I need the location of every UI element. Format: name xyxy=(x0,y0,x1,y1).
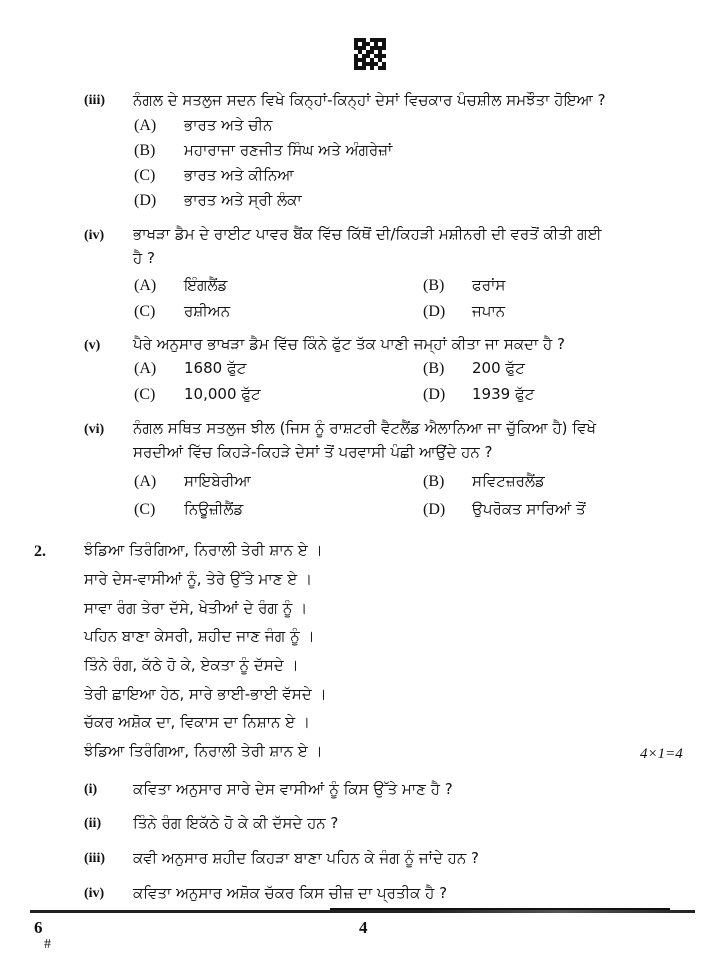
marks-scheme: 4×1=4 xyxy=(640,746,683,762)
question-text: ਨੰਗਲ ਸਥਿਤ ਸਤਲੁਜ ਝੀਲ (ਜਿਸ ਨੂੰ ਰਾਸ਼ਟਰੀ ਵੈਟਲੈਂਡ ਐਲਾਨਿਆ ਜਾ ਚੁੱਕਿਆ ਹੈ) ਵਿਖੇ xyxy=(133,419,597,437)
option-text: ਮਹਾਰਾਜਾ ਰਣਜੀਤ ਸਿੰਘ ਅਤੇ ਅੰਗਰੇਜ਼ਾਂ xyxy=(184,141,393,159)
option-text: ਜਪਾਨ xyxy=(472,302,506,320)
option-text: ਸਵਿਟਜ਼ਰਲੈਂਡ xyxy=(472,472,545,490)
subquestion-number: (iv) xyxy=(84,886,105,901)
option-label: (D) xyxy=(134,192,157,209)
subquestion-text: ਕਵਿਤਾ ਅਨੁਸਾਰ ਅਸ਼ੋਕ ਚੱਕਰ ਕਿਸ ਚੀਜ਼ ਦਾ ਪ੍ਰਤੀਕ ਹੈ ? xyxy=(133,884,448,902)
question-number: (iv) xyxy=(84,228,105,243)
question-text-cont: ਸਰਦੀਆਂ ਵਿੱਚ ਕਿਹੜੇ-ਕਿਹੜੇ ਦੇਸਾਂ ਤੋਂ ਪਰਵਾਸੀ ਪੰਛੀ ਆਉਂਦੇ ਹਨ ? xyxy=(133,443,493,461)
question-number: (vi) xyxy=(84,422,105,437)
option-label: (A) xyxy=(134,360,157,377)
question-number: (v) xyxy=(84,338,101,353)
option-text: ਭਾਰਤ ਅਤੇ ਕੀਨਿਆ xyxy=(184,166,294,184)
poem-line: ਚੱਕਰ ਅਸ਼ੋਕ ਦਾ, ਵਿਕਾਸ ਦਾ ਨਿਸ਼ਾਨ ਏ । xyxy=(84,713,311,731)
option-text: 10,000 ਫੁੱਟ xyxy=(184,385,261,403)
subquestion-number: (ii) xyxy=(84,816,102,831)
subquestion-text: ਕਵਿਤਾ ਅਨੁਸਾਰ ਸਾਰੇ ਦੇਸ ਵਾਸੀਆਂ ਨੂੰ ਕਿਸ ਉੱਤੇ ਮਾਣ ਹੈ ? xyxy=(133,780,453,798)
option-label: (D) xyxy=(423,501,446,518)
option-label: (D) xyxy=(423,303,446,320)
option-text: ਉਪਰੋਕਤ ਸਾਰਿਆਂ ਤੋਂ xyxy=(472,500,586,518)
qr-code xyxy=(354,38,386,70)
option-label: (B) xyxy=(134,142,156,159)
option-label: (C) xyxy=(134,501,156,518)
option-text: ਰਸ਼ੀਅਨ xyxy=(184,302,231,320)
question-number: (iii) xyxy=(84,93,105,108)
page-number: 4 xyxy=(359,918,368,937)
option-label: (B) xyxy=(423,360,445,377)
subquestion-number: (iii) xyxy=(84,851,105,866)
option-text: ਫਰਾਂਸ xyxy=(472,276,506,294)
subquestion-text: ਤਿੰਨੇ ਰੰਗ ਇਕੱਠੇ ਹੋ ਕੇ ਕੀ ਦੱਸਦੇ ਹਨ ? xyxy=(133,814,339,832)
option-text: ਭਾਰਤ ਅਤੇ ਸ੍ਰੀ ਲੰਕਾ xyxy=(184,191,302,209)
poem-line: ਸਾਰੇ ਦੇਸ-ਵਾਸੀਆਂ ਨੂੰ, ਤੇਰੇ ਉੱਤੇ ਮਾਣ ਏ । xyxy=(84,570,313,588)
option-text: ਇੰਗਲੈਂਡ xyxy=(184,276,228,294)
poem-line: ਤਿੰਨੇ ਰੰਗ, ਕੱਠੇ ਹੋ ਕੇ, ਏਕਤਾ ਨੂੰ ਦੱਸਦੇ । xyxy=(84,656,299,674)
option-label: (B) xyxy=(423,473,445,490)
option-label: (B) xyxy=(423,277,445,294)
option-label: (C) xyxy=(134,167,156,184)
hash-mark: # xyxy=(44,937,51,952)
subquestion-text: ਕਵੀ ਅਨੁਸਾਰ ਸ਼ਹੀਦ ਕਿਹੜਾ ਬਾਣਾ ਪਹਿਨ ਕੇ ਜੰਗ ਨੂੰ ਜਾਂਦੇ ਹਨ ? xyxy=(133,849,479,867)
poem-line: ਤੇਰੀ ਛਾਇਆ ਹੇਠ, ਸਾਰੇ ਭਾਈ-ਭਾਈ ਵੱਸਦੇ । xyxy=(84,685,327,703)
option-text: 1939 ਫੁੱਟ xyxy=(472,385,535,403)
footer-rule xyxy=(30,910,695,913)
option-label: (A) xyxy=(134,117,157,134)
poem-line: ਝੰਡਿਆ ਤਿਰੰਗਿਆ, ਨਿਰਾਲੀ ਤੇਰੀ ਸ਼ਾਨ ਏ । xyxy=(84,541,323,559)
option-text: ਭਾਰਤ ਅਤੇ ਚੀਨ xyxy=(184,116,273,134)
question-text: ਪੈਰੇ ਅਨੁਸਾਰ ਭਾਖੜਾ ਡੈਮ ਵਿੱਚ ਕਿੰਨੇ ਫੁੱਟ ਤੱਕ ਪਾਣੀ ਜਮ੍ਹਾਂ ਕੀਤਾ ਜਾ ਸਕਦਾ ਹੈ ? xyxy=(133,335,565,353)
option-text: ਨਿਊਜ਼ੀਲੈਂਡ xyxy=(184,500,244,518)
poem-line: ਝੰਡਿਆ ਤਿਰੰਗਿਆ, ਨਿਰਾਲੀ ਤੇਰੀ ਸ਼ਾਨ ਏ । xyxy=(84,742,323,760)
option-label: (A) xyxy=(134,277,157,294)
subquestion-number: (i) xyxy=(84,782,98,797)
question-text-cont: ਹੈ ? xyxy=(133,249,155,267)
option-label: (A) xyxy=(134,473,157,490)
option-label: (C) xyxy=(134,303,156,320)
footer-rule-accent xyxy=(330,908,670,910)
question-text: ਨੰਗਲ ਦੇ ਸਤਲੁਜ ਸਦਨ ਵਿਖੇ ਕਿਨ੍ਹਾਂ-ਕਿਨ੍ਹਾਂ ਦੇਸਾਂ ਵਿਚਕਾਰ ਪੰਚਸ਼ੀਲ ਸਮਝੌਤਾ ਹੋਇਆ ? xyxy=(133,91,606,109)
option-text: 1680 ਫੁੱਟ xyxy=(184,359,247,377)
option-text: 200 ਫੁੱਟ xyxy=(472,359,525,377)
option-label: (D) xyxy=(423,386,446,403)
question-text: ਭਾਖੜਾ ਡੈਮ ਦੇ ਰਾਈਟ ਪਾਵਰ ਬੈਂਕ ਵਿੱਚ ਕਿੱਥੋਂ ਦੀ/ਕਿਹੜੀ ਮਸ਼ੀਨਰੀ ਦੀ ਵਰਤੋਂ ਕੀਤੀ ਗਈ xyxy=(133,225,602,243)
poem-line: ਪਹਿਨ ਬਾਣਾ ਕੇਸਰੀ, ਸ਼ਹੀਦ ਜਾਣ ਜੰਗ ਨੂੰ । xyxy=(84,627,315,645)
series-code: 6 xyxy=(34,918,43,937)
option-text: ਸਾਇਬੇਰੀਆ xyxy=(184,472,251,490)
question-2-number: 2. xyxy=(34,543,46,560)
option-label: (C) xyxy=(134,386,156,403)
poem-line: ਸਾਵਾ ਰੰਗ ਤੇਰਾ ਦੱਸੇ, ਖੇਤੀਆਂ ਦੇ ਰੰਗ ਨੂੰ । xyxy=(84,599,308,617)
